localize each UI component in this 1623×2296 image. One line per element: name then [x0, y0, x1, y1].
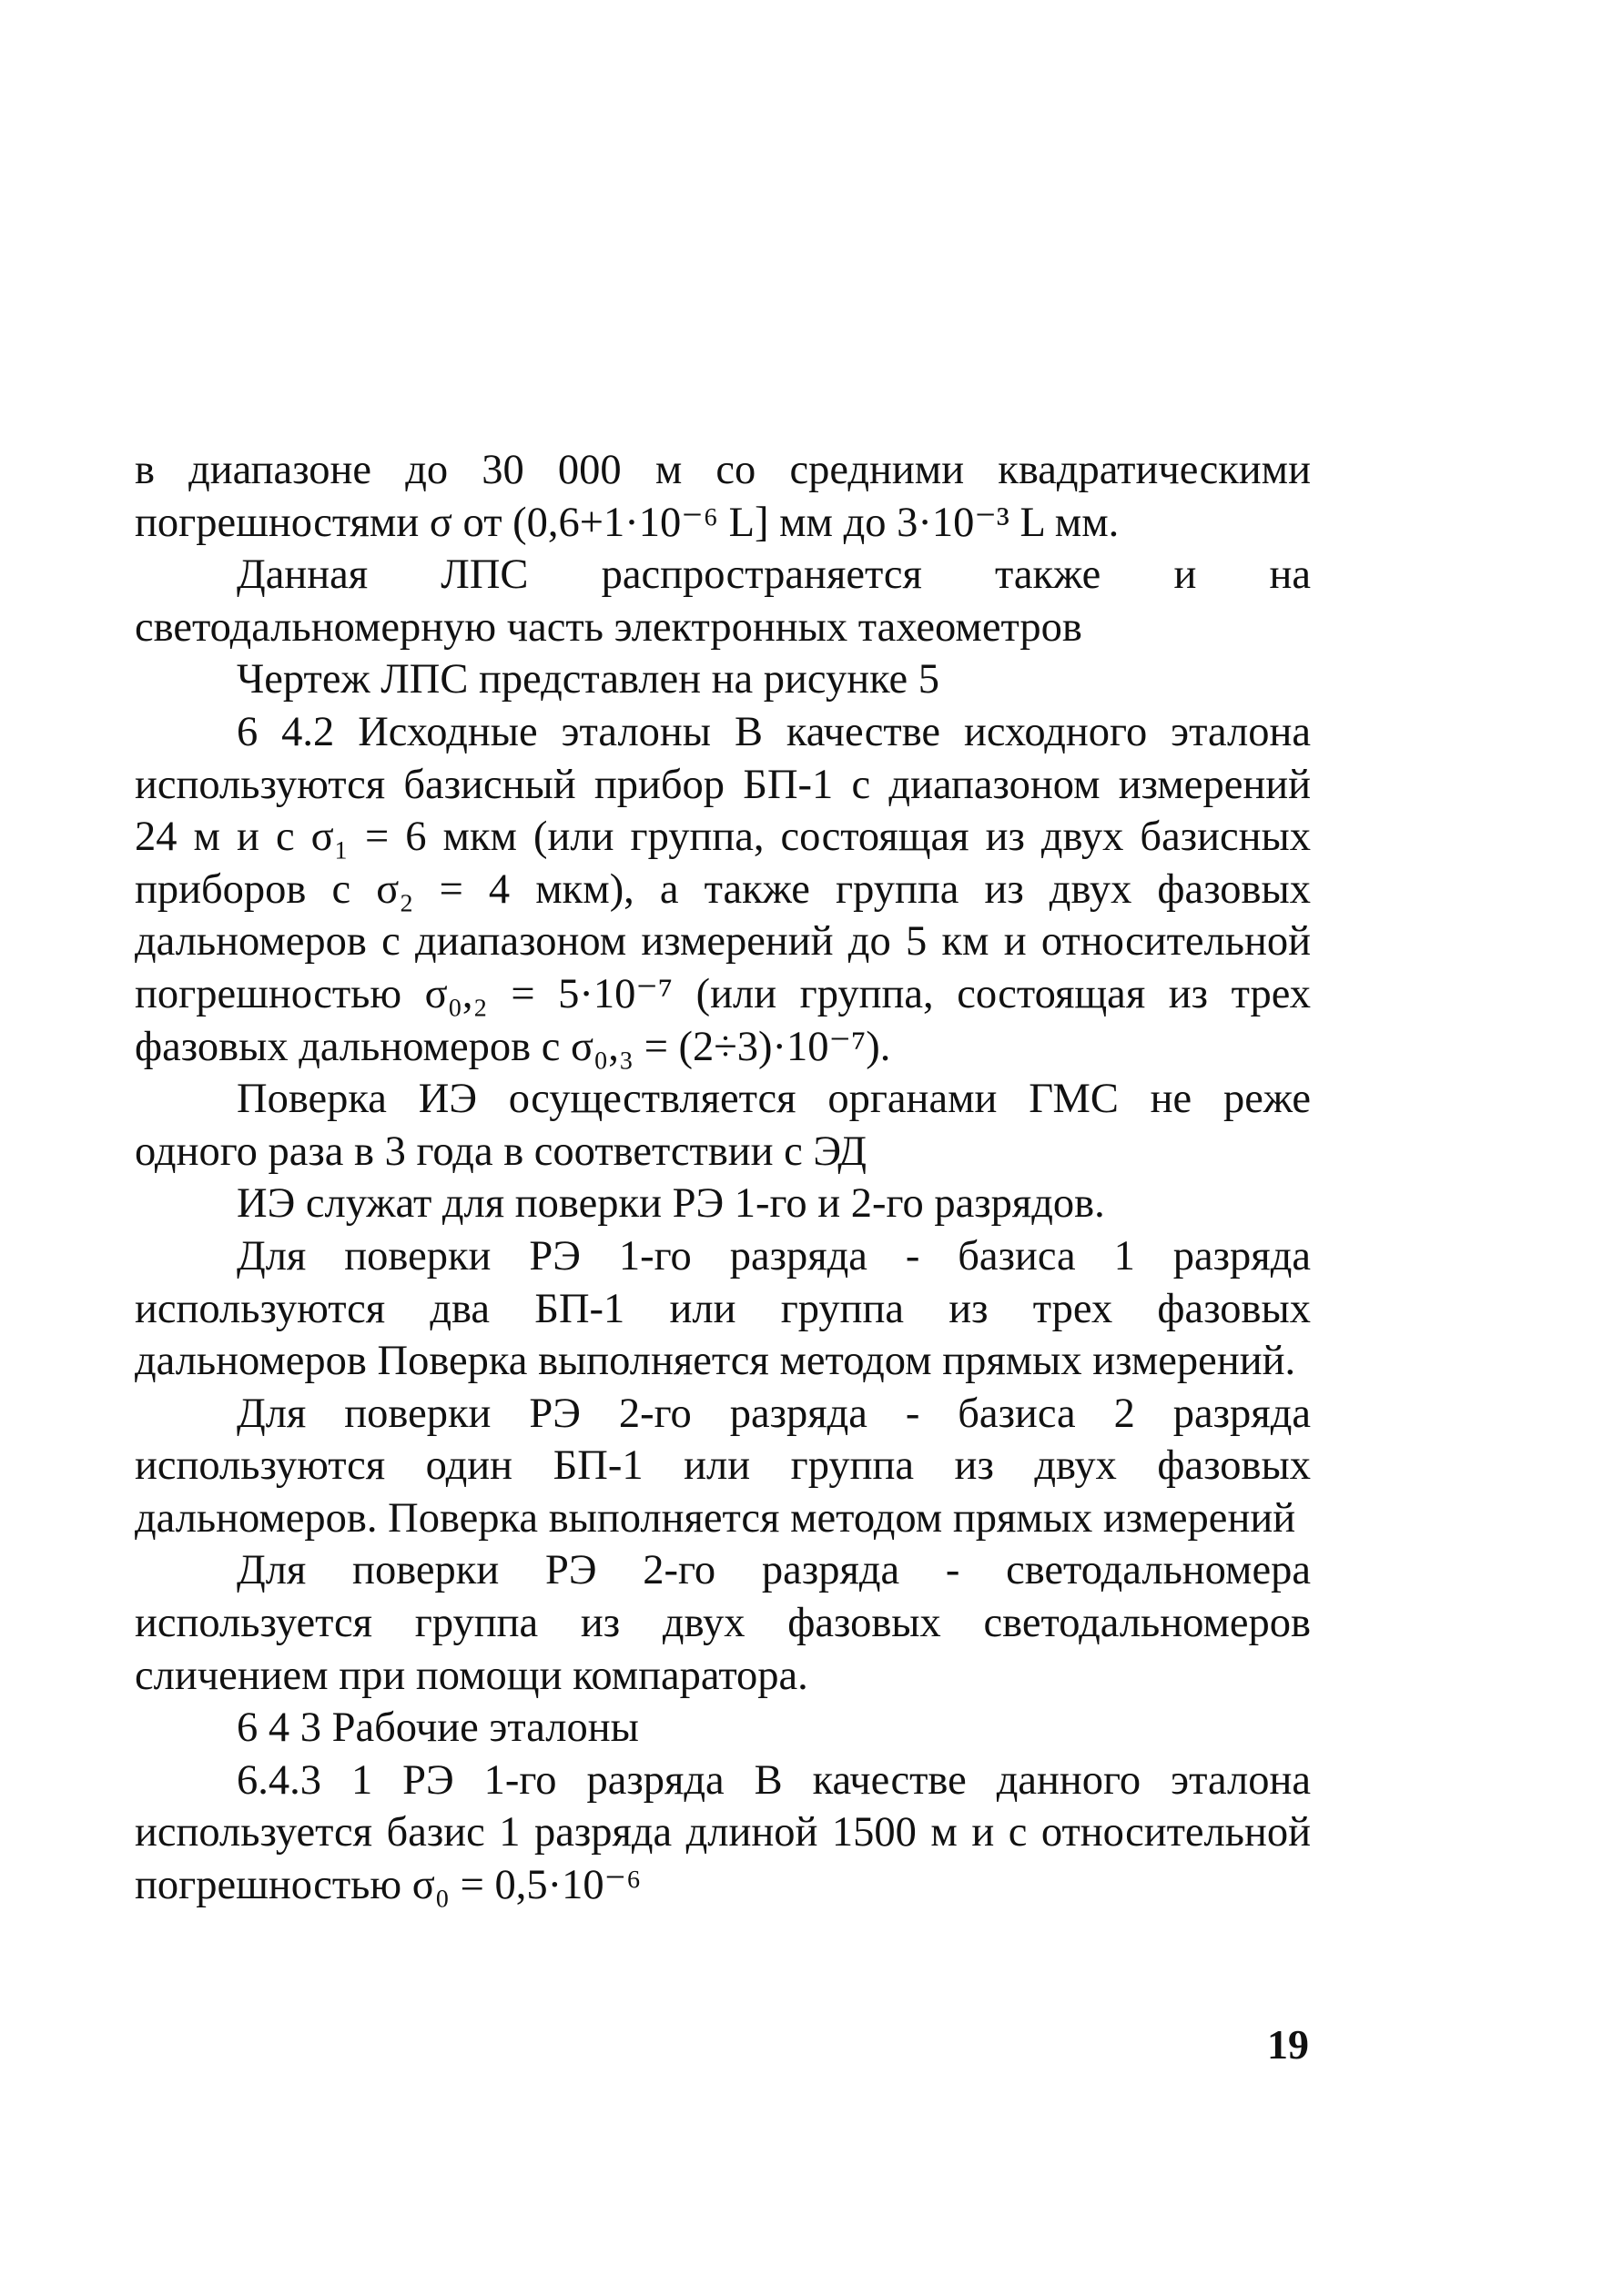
paragraph-second-grade-rangefinder: Для поверки РЭ 2-го разряда - светодальномера используется группа из двух фазовых светодальномеров сличением при помощи компаратора. — [135, 1547, 1311, 1699]
paragraph-lps-scope: Данная ЛПС распространяется также и на светодальномерную часть электронных тахеометров — [135, 551, 1311, 651]
paragraph-first-grade-working-standard: 6.4.3 1 РЭ 1-го разряда В качестве данного эталона используется базис 1 разряда длиной 1500 м и с относительной погрешностью σ₀ = 0,5·10⁻⁶ — [135, 1756, 1311, 1909]
paragraph-verification-schedule: Поверка ИЭ осуществляется органами ГМС не реже одного раза в 3 года в соответствии с ЭД — [135, 1076, 1311, 1175]
paragraph-first-grade-basis: Для поверки РЭ 1-го разряда - базиса 1 разряда используются два БП-1 или группа из трех фазовых дальномеров Поверка выполняется методом прямых измерений. — [135, 1232, 1311, 1385]
section-heading-working-standards: 6 4 3 Рабочие эталоны — [237, 1704, 639, 1752]
paragraph-second-grade-basis: Для поверки РЭ 2-го разряда - базиса 2 разряда используются один БП-1 или группа из двух фазовых дальномеров. Поверка выполняется методом прямых измерений — [135, 1390, 1311, 1542]
page-number: 19 — [1267, 2021, 1309, 2068]
paragraph-drawing-reference: Чертеж ЛПС представлен на рисунке 5 — [237, 656, 940, 703]
paragraph-ie-purpose: ИЭ служат для поверки РЭ 1-го и 2-го разрядов. — [237, 1180, 1105, 1228]
paragraph-initial-standards: 6 4.2 Исходные эталоны В качестве исходного эталона используются базисный прибор БП-1 с диапазоном измерений 24 м и с σ₁ = 6 мкм (или группа, состоящая из двух базисных приборов с σ₂ = 4 мкм), а также группа из двух фазовых дальномеров с диапазоном измерений до 5 км и относительной погрешностью σ₀,₂ = 5·10⁻⁷ (или группа, состоящая из трех фазовых дальномеров с σ₀,₃ = (2÷3)·10⁻⁷). — [135, 708, 1311, 1070]
paragraph-range-accuracy: в диапазоне до 30 000 м со средними квадратическими погрешностями σ от (0,6+1·10⁻⁶ L] мм до 3·10⁻³ L мм. — [135, 447, 1311, 546]
body-text — [135, 444, 1311, 1912]
